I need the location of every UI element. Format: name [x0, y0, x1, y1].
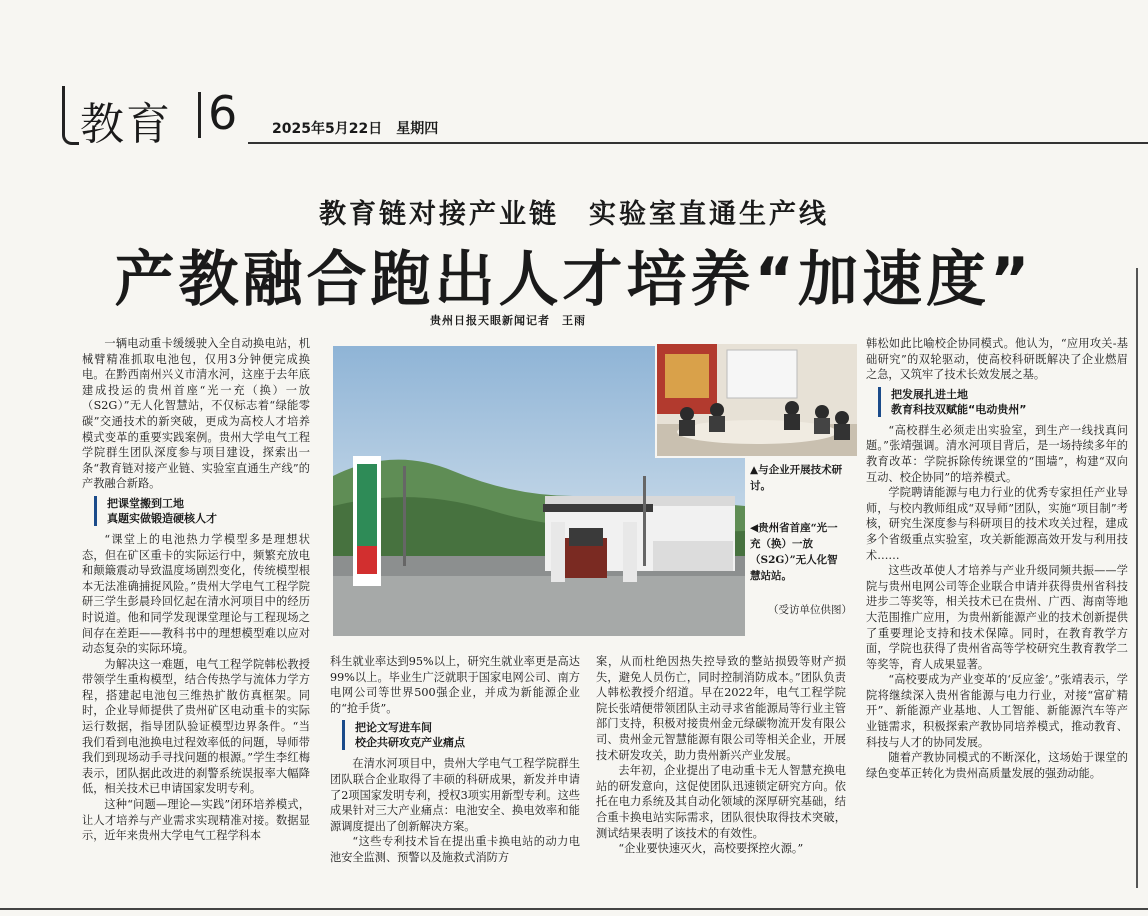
right-column-rule [1136, 268, 1138, 888]
paragraph: “这些专利技术旨在提出重卡换电站的动力电池安全监测、预警以及施救式消防方 [330, 835, 580, 864]
article-headline: 产教融合跑出人才培养“加速度” [114, 245, 1034, 315]
paragraph: 科生就业率达到95%以上，研究生就业率更是高达99%以上。毕业生广泛就职于国家电网公司、南方电网公司等世界500强企业，并成为新能源企业的“抢手货”。 [330, 655, 580, 715]
paragraph: “企业要快速灭火，高校要探控火源。” [618, 842, 804, 856]
paragraph: 这些改革使人才培养与产业升级同频共振——学院与贵州电网公司等企业联合申请并获得贵州省科技进步二等奖等，相关技术已在贵州、广西、海南等地大范围推广应用，为贵州新能源产业的技术创新提供了重要理论支持和技术保障。同时，在教育教学方面，学院也获得了贵州省高等学校研究生教育教学二等奖等，育人成果显著。 [866, 564, 1128, 671]
column-3 [596, 654, 846, 902]
meeting-illustration [657, 344, 857, 456]
caption-meeting: ▲与企业开展技术研讨。 [750, 464, 843, 492]
paragraph: 案，从而杜绝因热失控导致的整站损毁等财产损失，避免人员伤亡，同时控制消防成本。”团队负责人韩松教授介绍道。早在2022年，电气工程学院院长张靖便带领团队主动寻求省能源局等行业主管部门支持，积极对接贵州金元绿碳物流开发有限公司、贵州金元智慧能源有限公司等相关企业，开展技术研发攻关，助力贵州新兴产业发展。 [596, 655, 846, 762]
footer-rule [0, 908, 1148, 910]
subheading-2: 把论文写进车间 校企共研攻克产业痛点 [342, 720, 580, 750]
paragraph: 去年初，企业提出了电动重卡无人智慧充换电站的研发意向，这促使团队迅速锁定研究方向。依托在电力系统及其自动化领域的深厚研究基础，结合重卡换电站实际需求，团队很快取得技术突破，测试结果表明了该技术的有效性。 [596, 764, 846, 840]
paragraph: 这种“问题—理论—实践”闭环培养模式，让人才培养与产业需求实现精准对接。数据显示，近年来贵州大学电气工程学科本 [82, 798, 310, 843]
header-bracket [62, 86, 79, 145]
header-rule [248, 142, 1148, 144]
caption-station: ◀贵州省首座“光一充（换）一放（S2G）”无人化智慧站站。 [750, 522, 838, 582]
article-byline: 贵州日报天眼新闻记者 王雨 [430, 314, 586, 327]
column-2 [330, 654, 580, 902]
paragraph: 在清水河项目中，贵州大学电气工程学院群生团队联合企业取得了丰硕的科研成果，新发并申请了2项国家发明专利，授权3项实用新型专利。这些成果针对三大产业痛点：电池安全、换电效率和能源调度提出了创新解决方案。 [330, 757, 580, 833]
paragraph: 一辆电动重卡缓缓驶入全自动换电站，机械臂精准抓取电池包，仅用3分钟便完成换电。在黔西南州兴义市清水河，这座于去年底建成投运的贵州首座“光一充（换）一放（S2G）”无人化智慧站，不仅标志着“绿能零碳”交通技术的新突破，更成为高校人才培养模式变革的重要实践案例。贵州大学电气工程学院群生团队深度参与项目建设，探索出一条“教育链对接产业链、实验室直通生产线”的产教融合新路。 [82, 337, 310, 491]
subheading-1: 把课堂搬到工地 真题实做锻造硬核人才 [94, 496, 310, 526]
article-kicker: 教育链对接产业链 实验室直通生产线 [319, 199, 829, 230]
meeting-photo [655, 342, 859, 458]
section-title: 教育 [80, 99, 172, 150]
paragraph: “高校要成为产业变革的‘反应釜’。”张靖表示，学院将继续深入贵州省能源与电力行业，对接“富矿精开”、新能源产业基地、人工智能、新能源汽车等产业链需求，积极探索产教协同培养模式，推动教育、科技与人才的协同发展。 [866, 673, 1128, 749]
photo-credit: （受访单位供图） [768, 604, 852, 616]
paragraph: 学院聘请能源与电力行业的优秀专家担任产业导师，与校内教师组成“双导师”团队，实施“项目制”考核，研究生深度参与科研项目的技术攻关过程，建成多个省级重点实验室，攻关新能源高效开发与利用技术…… [866, 486, 1128, 562]
paragraph: “高校群生必须走出实验室，到生产一线找真问题。”张靖强调。清水河项目背后，是一场持续多年的教育改革：学院拆除传统课堂的“围墙”，构建“双向互动、校企协同”的培养模式。 [866, 423, 1128, 484]
subheading-3: 把发展扎进土地 教育科技双赋能“电动贵州” [878, 387, 1128, 417]
paragraph: 为解决这一难题，电气工程学院韩松教授带领学生重构模型，结合传热学与流体力学方程，搭建起电池包三维热扩散仿真框架。同时，企业导师提供了贵州矿区电动重卡的实际运行数据，指导团队验证模型边界条件。“当我们看到电池换电过程效率低的问题，导师带我们到现场动手寻找问题的根源。”学生李红梅表示，团队据此改进的刹警系统误报率大幅降低，相关技术已申请国家发明专利。 [82, 657, 310, 796]
header-separator [198, 92, 201, 138]
issue-date: 2025年5月22日 星期四 [272, 121, 439, 137]
column-4 [866, 336, 1128, 902]
page-number: 6 [208, 86, 238, 140]
column-1 [82, 336, 310, 902]
paragraph: 随着产教协同模式的不断深化，这场始于课堂的绿色变革正转化为贵州高质量发展的强劲动能。 [866, 751, 1128, 780]
paragraph: “课堂上的电池热力学模型多是理想状态，但在矿区重卡的实际运行中，频繁充放电和颠簸震动导致温度场剧烈变化，传统模型根本无法准确捕捉风险。”贵州大学电气工程学院研三学生彭晨玲回忆起在清水河项目中的经历时说道。他和同学发现课堂理论与工程现场之间存在差距——教科书中的理想模型难以应对动态复杂的实际环境。 [82, 532, 310, 656]
paragraph: 韩松如此比喻校企协同模式。他认为，“应用攻关-基础研究”的双轮驱动，使高校科研既解决了企业燃眉之急，又筑牢了技术长效发展之基。 [866, 337, 1128, 382]
